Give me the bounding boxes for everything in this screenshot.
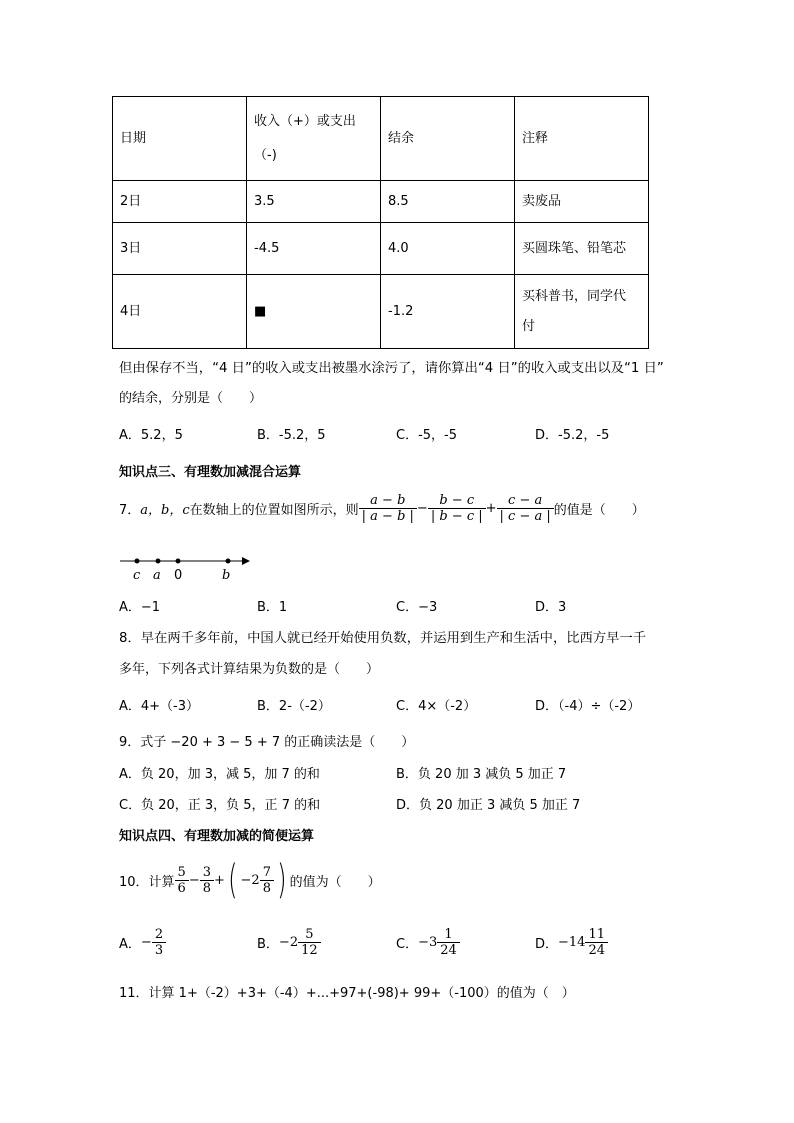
q6-option-b: B．-5.2，5 xyxy=(257,428,326,443)
q7-prefix: 7． xyxy=(119,503,141,518)
fraction: $\frac{7}{8}$ xyxy=(260,865,274,896)
q7-option-c: C．−3 xyxy=(396,600,438,615)
q7-option-b: B．1 xyxy=(257,600,288,615)
cell-date: 3日 xyxy=(113,223,247,275)
cell-balance: 8.5 xyxy=(381,181,515,223)
q11-line1: 11．计算 1+（-2）+3+（-4）+...+97+(-98)+ 99+（-100）的值为（ ） xyxy=(119,986,575,1001)
q7-option-a: A．−1 xyxy=(119,600,161,615)
cell-amount: -4.5 xyxy=(247,223,381,275)
q10-suffix: 的值为（ ） xyxy=(289,874,381,890)
q8-option-c: C．4×（-2） xyxy=(396,699,477,714)
q9-option-a: A．负 20，加 3，减 5，加 7 的和 xyxy=(119,767,320,782)
mixed-whole: −2 xyxy=(240,872,260,888)
header-balance: 结余 xyxy=(381,97,515,181)
fraction: $\frac{11}{24}$ xyxy=(585,927,608,958)
cell-date: 4日 xyxy=(113,275,247,349)
cell-note: 卖废品 xyxy=(515,181,649,223)
ledger-table xyxy=(112,96,649,349)
q9-option-b: B．负 20 加 3 减负 5 加正 7 xyxy=(396,767,567,782)
q10-option-b: B． −2 $\frac{5}{12}$ xyxy=(257,924,321,960)
cell-note: 买圆珠笔、铅笔芯 xyxy=(515,223,649,275)
label-a: a xyxy=(153,568,161,583)
fraction: $\frac{3}{8}$ xyxy=(200,865,214,896)
q9-option-c: C．负 20，正 3，负 5，正 7 的和 xyxy=(119,798,321,813)
q10-option-a: A． − $\frac{2}{3}$ xyxy=(119,924,166,960)
q6-option-c: C．-5，-5 xyxy=(396,428,458,443)
table-header-row xyxy=(113,97,649,181)
cell-balance: 4.0 xyxy=(381,223,515,275)
cell-date: 2日 xyxy=(113,181,247,223)
table-row xyxy=(113,223,649,275)
table-row xyxy=(113,275,649,349)
ink-blot: ■ xyxy=(247,275,381,349)
q7-text: 在数轴上的位置如图所示，则 xyxy=(189,503,359,518)
q10-option-d: D． −14 $\frac{11}{24}$ xyxy=(535,924,608,960)
q10-question xyxy=(119,858,381,902)
q6-option-d: D．-5.2，-5 xyxy=(535,428,610,443)
cell-note: 买科普书，同学代 付 xyxy=(515,275,649,349)
cell-amount: 3.5 xyxy=(247,181,381,223)
minus-sign: − xyxy=(188,872,200,888)
fraction: $\frac{a - b}{| a - b |}$ xyxy=(359,493,417,524)
table-row xyxy=(113,181,649,223)
q9-option-d: D．负 20 加正 3 减负 5 加正 7 xyxy=(396,798,581,813)
q7-vars: a，b，c xyxy=(140,503,190,518)
header-amount: 收入（+）或支出 （-) xyxy=(247,97,381,181)
q10-option-c: C． −3 $\frac{1}{24}$ xyxy=(396,924,460,960)
q10-prefix: 10．计算 xyxy=(119,874,175,890)
plus-sign: + xyxy=(214,872,225,888)
plus-sign: + xyxy=(485,501,497,516)
header-date: 日期 xyxy=(113,97,247,181)
minus-sign: − xyxy=(416,501,428,516)
q6-line2: 的结余，分别是（ ） xyxy=(119,391,263,406)
fraction: $\frac{1}{24}$ xyxy=(437,927,460,958)
label-zero: 0 xyxy=(174,568,183,583)
q7-option-d: D．3 xyxy=(535,600,567,615)
fraction: $\frac{5}{6}$ xyxy=(175,865,189,896)
q6-option-a: A．5.2，5 xyxy=(119,428,183,443)
axis-arrow xyxy=(242,557,250,565)
right-paren: ) xyxy=(277,857,287,903)
q8-option-a: A．4+（-3） xyxy=(119,699,200,714)
point-zero xyxy=(176,559,181,564)
q8-line2: 多年，下列各式计算结果为负数的是（ ） xyxy=(119,662,380,677)
q7-suffix: 的值是（ ） xyxy=(553,503,645,518)
section-heading: 知识点四、有理数加减的简便运算 xyxy=(119,829,315,844)
label-c: c xyxy=(133,568,141,583)
left-paren: ( xyxy=(228,857,238,903)
point-c xyxy=(135,559,140,564)
cell-balance: -1.2 xyxy=(381,275,515,349)
fraction: $\frac{5}{12}$ xyxy=(298,927,321,958)
header-note: 注释 xyxy=(515,97,649,181)
point-b xyxy=(226,559,231,564)
point-a xyxy=(156,559,161,564)
fraction: $\frac{b - c}{| b - c |}$ xyxy=(428,493,486,524)
q8-option-b: B．2-（-2） xyxy=(257,699,331,714)
q6-line1: 但由保存不当，“4 日”的收入或支出被墨水涂污了，请你算出“4 日”的收入或支出以及“1 日” xyxy=(119,361,664,376)
fraction: $\frac{c - a}{| c - a |}$ xyxy=(497,493,554,524)
q8-option-d: D．（-4）÷（-2） xyxy=(535,699,641,714)
q7-question xyxy=(119,493,645,524)
fraction: $\frac{2}{3}$ xyxy=(152,927,166,958)
label-b: b xyxy=(222,568,231,583)
q9-line1: 9．式子 −20 + 3 − 5 + 7 的正确读法是（ ） xyxy=(119,735,415,750)
section-heading: 知识点三、有理数加减混合运算 xyxy=(119,465,302,480)
q8-line1: 8．早在两千多年前，中国人就已经开始使用负数，并运用到生产和生活中，比西方早一千 xyxy=(119,631,647,646)
number-line xyxy=(118,552,258,584)
